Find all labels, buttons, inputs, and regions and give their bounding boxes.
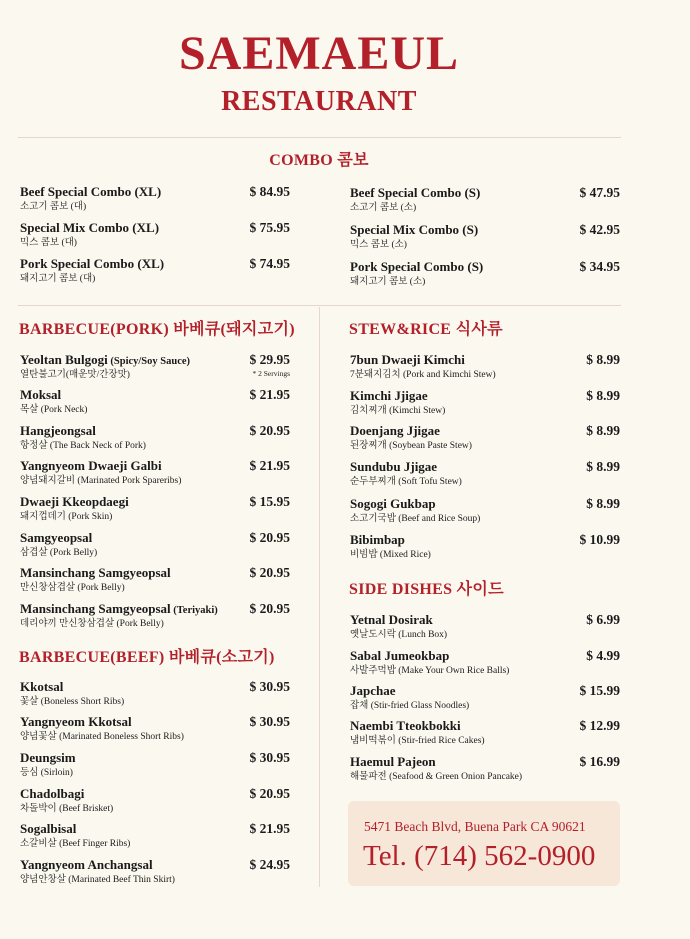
item-price: $ 8.99 — [586, 496, 620, 511]
item-price: $ 30.95 — [249, 679, 290, 694]
item-korean: 양념안창살 (Marinated Beef Thin Skirt) — [20, 875, 175, 885]
menu-item — [350, 754, 620, 786]
bbq-pork-section-title: BARBECUE(PORK) 바베큐(돼지고기) — [19, 321, 295, 338]
menu-item — [20, 458, 292, 490]
item-price: $ 20.95 — [249, 530, 290, 545]
item-name: Dwaeji Kkeopdaegi — [20, 494, 129, 509]
item-price: $ 42.95 — [579, 222, 620, 237]
item-name: Yangnyeom Dwaeji Galbi — [20, 458, 162, 473]
item-korean: 항정살 (The Back Neck of Pork) — [20, 441, 146, 451]
menu-item — [350, 612, 620, 644]
item-name: Haemul Pajeon — [350, 754, 436, 769]
item-price: $ 34.95 — [579, 259, 620, 274]
menu-item — [20, 387, 292, 419]
menu-item — [20, 857, 292, 889]
menu-item — [350, 648, 620, 680]
menu-item — [20, 601, 292, 633]
item-price: $ 8.99 — [586, 388, 620, 403]
menu-item — [20, 423, 292, 455]
item-name: Chadolbagi — [20, 786, 85, 801]
item-korean: 비빔밥 (Mixed Rice) — [350, 550, 431, 560]
item-price: $ 8.99 — [586, 352, 620, 367]
item-price: $ 15.99 — [579, 683, 620, 698]
item-name: Moksal — [20, 387, 62, 402]
menu-item — [20, 786, 292, 818]
menu-item — [20, 714, 292, 746]
menu-item — [350, 352, 620, 384]
item-price: $ 21.95 — [249, 387, 290, 402]
item-name: Mansinchang Samgyeopsal — [20, 565, 171, 580]
item-name: Kkotsal — [20, 679, 64, 694]
item-price: $ 16.99 — [579, 754, 620, 769]
item-korean: 소고기 콤보 (대) — [20, 202, 87, 212]
item-name: Yangnyeom Anchangsal — [20, 857, 153, 872]
item-korean: 돼지고기 콤보 (대) — [20, 274, 96, 284]
item-price: $ 15.95 — [249, 494, 290, 509]
menu-item — [20, 256, 292, 288]
menu-item — [350, 185, 620, 217]
combo-section-title: COMBO 콤보 — [269, 152, 369, 169]
menu-item — [350, 496, 620, 528]
item-name: Kimchi Jjigae — [350, 388, 428, 403]
column-divider — [319, 307, 320, 887]
item-name: Deungsim — [20, 750, 76, 765]
item-name: Bibimbap — [350, 532, 405, 547]
item-name: Yeoltan Bulgogi — [20, 352, 108, 367]
menu-item — [20, 679, 292, 711]
stew-rice-section-title: STEW&RICE 식사류 — [349, 321, 503, 338]
menu-item — [350, 718, 620, 750]
item-korean: 꽃살 (Boneless Short Ribs) — [20, 697, 125, 707]
side-dishes-section-title: SIDE DISHES 사이드 — [349, 581, 504, 598]
item-korean: 냄비떡볶이 (Stir-fried Rice Cakes) — [350, 736, 485, 746]
item-name: Yangnyeom Kkotsal — [20, 714, 132, 729]
item-name: Sogalbisal — [20, 821, 77, 836]
item-price: $ 30.95 — [249, 750, 290, 765]
item-name: Beef Special Combo (XL) — [20, 184, 162, 199]
menu-item — [350, 222, 620, 254]
item-korean: 만신창삼겹살 (Pork Belly) — [20, 583, 125, 593]
item-korean: 양념돼지갈비 (Marinated Pork Spareribs) — [20, 476, 182, 486]
menu-item — [20, 530, 292, 562]
combo-divider — [18, 305, 621, 306]
item-korean: 삼겹살 (Pork Belly) — [20, 548, 98, 558]
item-korean: 소고기국밥 (Beef and Rice Soup) — [350, 514, 481, 524]
item-name: Special Mix Combo (XL) — [20, 220, 160, 235]
item-price: $ 30.95 — [249, 714, 290, 729]
item-price: $ 8.99 — [586, 459, 620, 474]
item-korean: 믹스 콤보 (소) — [350, 240, 407, 250]
item-price: $ 12.99 — [579, 718, 620, 733]
menu-item — [20, 184, 292, 216]
item-price: $ 74.95 — [249, 256, 290, 271]
item-name: 7bun Dwaeji Kimchi — [350, 352, 465, 367]
item-name-extra: (Spicy/Soy Sauce) — [107, 356, 191, 367]
menu-item — [20, 494, 292, 526]
servings-note: * 2 Servings — [252, 369, 290, 378]
item-price: $ 10.99 — [579, 532, 620, 547]
item-price: $ 21.95 — [249, 821, 290, 836]
item-name: Pork Special Combo (XL) — [20, 256, 165, 271]
item-korean: 소고기 콤보 (소) — [350, 203, 417, 213]
item-name: Hangjeongsal — [20, 423, 96, 438]
menu-item — [20, 750, 292, 782]
item-korean: 옛날도시락 (Lunch Box) — [350, 630, 448, 640]
bbq-beef-section-title: BARBECUE(BEEF) 바베큐(소고기) — [19, 649, 275, 666]
item-name: Sundubu Jjigae — [350, 459, 438, 474]
item-price: $ 21.95 — [249, 458, 290, 473]
item-name: Pork Special Combo (S) — [350, 259, 484, 274]
item-korean: 사발주먹밥 (Make Your Own Rice Balls) — [350, 666, 510, 676]
menu-item — [350, 683, 620, 715]
menu-item — [350, 532, 620, 564]
item-price: $ 75.95 — [249, 220, 290, 235]
item-price: $ 24.95 — [249, 857, 290, 872]
menu-item — [20, 821, 292, 853]
item-name: Japchae — [350, 683, 396, 698]
item-price: $ 6.99 — [586, 612, 620, 627]
menu-item — [350, 259, 620, 291]
item-price: $ 20.95 — [249, 786, 290, 801]
item-korean: 김치찌개 (Kimchi Stew) — [350, 406, 446, 416]
item-korean: 해물파전 (Seafood & Green Onion Pancake) — [350, 772, 523, 782]
item-name: Doenjang Jjigae — [350, 423, 440, 438]
item-price: $ 84.95 — [249, 184, 290, 199]
restaurant-phone[interactable]: Tel. (714) 562-0900 — [363, 840, 596, 872]
item-name: Sabal Jumeokbap — [350, 648, 450, 663]
item-name: Special Mix Combo (S) — [350, 222, 479, 237]
item-korean: 잡채 (Stir-fried Glass Noodles) — [350, 701, 470, 711]
menu-item — [20, 352, 292, 384]
item-korean: 목살 (Pork Neck) — [20, 405, 88, 415]
item-name: Beef Special Combo (S) — [350, 185, 481, 200]
item-price: $ 29.95 — [249, 352, 290, 367]
item-korean: 데리야끼 만신창삼겹살 (Pork Belly) — [20, 619, 164, 629]
header-divider — [18, 137, 621, 138]
item-korean: 열탄불고기(매운맛/간장맛) — [20, 370, 130, 380]
item-price: $ 8.99 — [586, 423, 620, 438]
item-korean: 등심 (Sirloin) — [20, 768, 73, 778]
item-korean: 소갈비살 (Beef Finger Ribs) — [20, 839, 131, 849]
item-price: $ 20.95 — [249, 565, 290, 580]
item-korean: 순두부찌개 (Soft Tofu Stew) — [350, 477, 462, 487]
menu-item — [350, 459, 620, 491]
item-name: Sogogi Gukbap — [350, 496, 436, 511]
item-name: Yetnal Dosirak — [350, 612, 433, 627]
item-korean: 7분돼지김치 (Pork and Kimchi Stew) — [350, 370, 496, 380]
item-korean: 돼지고기 콤보 (소) — [350, 277, 426, 287]
item-name-extra: (Teriyaki) — [170, 605, 218, 616]
item-price: $ 47.95 — [579, 185, 620, 200]
menu-item — [350, 423, 620, 455]
item-korean: 돼지껍데기 (Pork Skin) — [20, 512, 113, 522]
item-price: $ 4.99 — [586, 648, 620, 663]
menu-item — [20, 220, 292, 252]
item-name: Naembi Tteokbokki — [350, 718, 461, 733]
item-korean: 된장찌개 (Soybean Paste Stew) — [350, 441, 472, 451]
item-korean: 믹스 콤보 (대) — [20, 238, 77, 248]
menu-item — [350, 388, 620, 420]
item-korean: 양념꽃살 (Marinated Boneless Short Ribs) — [20, 732, 184, 742]
item-price: $ 20.95 — [249, 601, 290, 616]
item-name: Samgyeopsal — [20, 530, 93, 545]
restaurant-address: 5471 Beach Blvd, Buena Park CA 90621 — [364, 819, 586, 834]
restaurant-title: SAEMAEUL — [178, 27, 460, 80]
item-name: Mansinchang Samgyeopsal — [20, 601, 171, 616]
item-price: $ 20.95 — [249, 423, 290, 438]
item-korean: 차돌박이 (Beef Brisket) — [20, 804, 114, 814]
menu-item — [20, 565, 292, 597]
restaurant-subtitle: RESTAURANT — [221, 86, 417, 117]
